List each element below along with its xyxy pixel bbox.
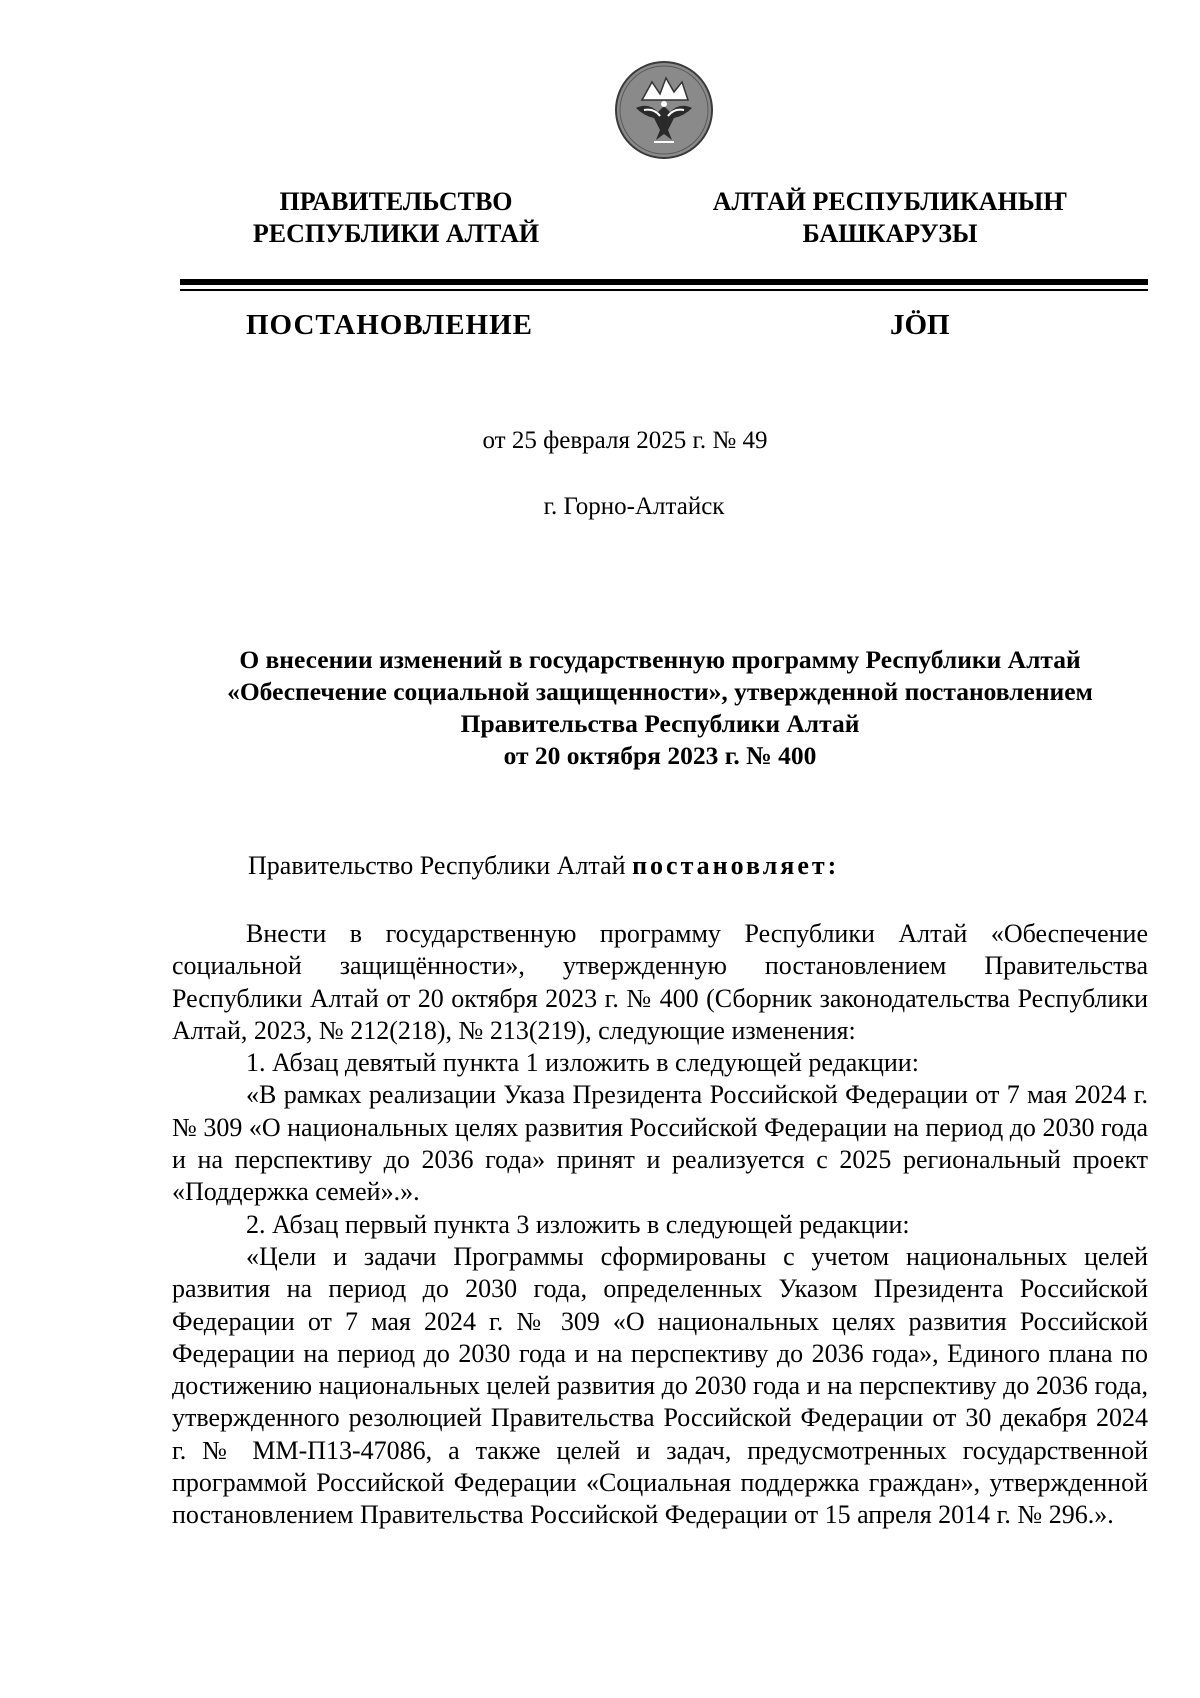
coat-of-arms-emblem bbox=[614, 60, 714, 160]
document-city: г. Горно-Алтайск bbox=[543, 493, 725, 520]
issuer-title-ru-line2: РЕСПУБЛИКИ АЛТАЙ bbox=[252, 219, 540, 248]
issuer-title-alt bbox=[700, 186, 1080, 250]
document-body bbox=[172, 918, 1148, 1532]
doc-type-ru: ПОСТАНОВЛЕНИЕ bbox=[246, 309, 534, 341]
title-line-2: «Обеспечение социальной защищенности», утвержденной постановлением bbox=[227, 677, 1093, 706]
resolution-intro bbox=[248, 850, 839, 882]
document-title bbox=[160, 644, 1160, 772]
issuer-title-alt-line1: АЛТАЙ РЕСПУБЛИКАНЫҤ bbox=[712, 187, 1068, 216]
body-paragraph: «В рамках реализации Указа Президента Российской Федерации от 7 мая 2024 г. № 309 «О национальных целях развития Российской Федерации на период до 2030 года и на перспективу до 2036 года» принят и реализуется с 2025 региональный проект «Поддержка семей».». bbox=[172, 1080, 1148, 1207]
issuer-title-alt-line2: БАШКАРУЗЫ bbox=[802, 219, 978, 248]
body-paragraph: 2. Абзац первый пункта 3 изложить в следующей редакции: bbox=[246, 1209, 910, 1239]
body-paragraph: 1. Абзац девятый пункта 1 изложить в следующей редакции: bbox=[246, 1048, 919, 1078]
intro-decision: постановляет: bbox=[632, 851, 840, 880]
title-line-1: О внесении изменений в государственную программу Республики Алтай bbox=[239, 645, 1081, 674]
intro-text: Правительство Республики Алтай bbox=[248, 851, 633, 880]
header-divider-thick bbox=[180, 279, 1148, 285]
issuer-title-ru-line1: ПРАВИТЕЛЬСТВО bbox=[279, 187, 513, 216]
issuer-title-ru bbox=[213, 186, 579, 250]
title-line-3: Правительства Республики Алтай bbox=[460, 709, 860, 738]
header-divider-thin bbox=[180, 289, 1148, 291]
doc-type-alt: JÖП bbox=[890, 309, 950, 341]
document-date-number: от 25 февраля 2025 г. № 49 bbox=[482, 427, 768, 454]
body-paragraph: Внести в государственную программу Республики Алтай «Обеспечение социальной защищённости», утвержденную постановлением Правительства Республики Алтай от 20 октября 2023 г. № 400 (Сборник законодательства Республики Алтай, 2023, № 212(218), № 213(219), следующие изменения: bbox=[172, 919, 1148, 1045]
body-paragraph: «Цели и задачи Программы сформированы с учетом национальных целей развития на период до 2030 года, определенных Указом Президента Российской Федерации от 7 мая 2024 г. № 309 «О национальных целях развития Российской Федерации на период до 2030 года и на перспективу до 2036 года», Единого плана по достижению национальных целей развития до 2030 года и на перспективу до 2036 года, утвержденного резолюцией Правительства Российской Федерации от 30 декабря 2024 г. № ММ-П13-47086, а также целей и задач, предусмотренных государственной программой Российской Федерации «Социальная поддержка граждан», утвержденной постановлением Правительства Российской Федерации от 15 апреля 2014 г. № 296.». bbox=[172, 1241, 1148, 1530]
title-line-4: от 20 октября 2023 г. № 400 bbox=[503, 741, 817, 770]
